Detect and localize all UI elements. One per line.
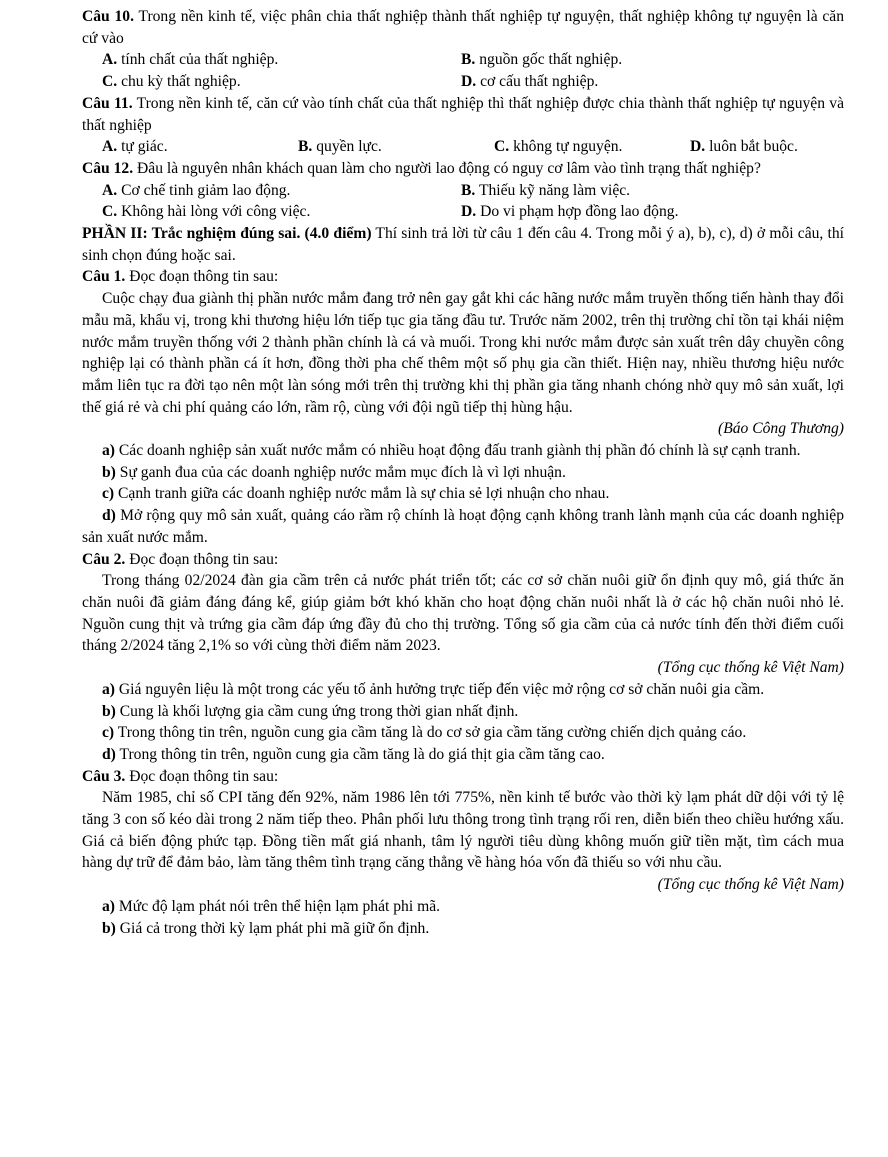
- option-text: chu kỳ thất nghiệp.: [121, 73, 241, 91]
- option-text: luôn bắt buộc.: [709, 138, 798, 156]
- option-letter: D.: [690, 138, 706, 156]
- option-d[interactable]: [461, 201, 832, 223]
- option-a[interactable]: [102, 180, 476, 202]
- statement-text: Trong thông tin trên, nguồn cung gia cầm tăng là do cơ sở gia cầm tăng cường chiến dịch quảng cáo.: [117, 724, 747, 742]
- question-label: Câu 3.: [82, 767, 126, 785]
- statement-text: Cung là khối lượng gia cầm cung ứng trong thời gian nhất định.: [119, 702, 519, 720]
- statement-d[interactable]: [82, 744, 844, 766]
- statement-b[interactable]: [82, 918, 844, 940]
- option-letter: C.: [102, 73, 118, 91]
- question-10-options-row-1: [82, 49, 844, 71]
- question-11: [82, 93, 844, 136]
- statement-letter: a): [102, 680, 115, 698]
- option-text: tính chất của thất nghiệp.: [121, 51, 279, 69]
- passage: Trong tháng 02/2024 đàn gia cầm trên cả nước phát triển tốt; các cơ sở chăn nuôi giữ ổn định quy mô, giá thức ăn chăn nuôi đã giảm đáng đáng kể, giúp giảm bớt khó khăn cho hoạt động chăn nuôi nhất là ở các hộ chăn nuôi nhỏ lẻ. Nguồn cung thịt và trứng gia cầm đáp ứng đầy đủ cho thị trường. Tổng số gia cầm của cả nước tính đến thời điểm cuối tháng 2/2024 tăng 2,1% so với cùng thời điểm năm 2023.: [82, 572, 844, 655]
- option-text: Không hài lòng với công việc.: [121, 203, 311, 221]
- option-c[interactable]: [494, 136, 690, 158]
- option-b[interactable]: [461, 49, 832, 71]
- source-citation: (Báo Công Thương): [718, 420, 844, 438]
- statement-text: Mở rộng quy mô sản xuất, quảng cáo rầm rộ chính là hoạt động cạnh không tranh lành mạnh của các doanh nghiệp sản xuất nước mắm.: [82, 507, 844, 546]
- option-letter: A.: [102, 181, 118, 199]
- option-a[interactable]: [102, 49, 476, 71]
- tf-question-1: [82, 266, 844, 288]
- option-letter: C.: [494, 138, 510, 156]
- statement-c[interactable]: [82, 483, 844, 505]
- question-intro: Đọc đoạn thông tin sau:: [129, 268, 279, 286]
- option-d[interactable]: [690, 136, 798, 158]
- option-text: không tự nguyện.: [513, 138, 623, 156]
- part-2-header: [82, 223, 844, 266]
- statement-text: Cạnh tranh giữa các doanh nghiệp nước mắm là sự chia sẻ lợi nhuận cho nhau.: [118, 485, 610, 503]
- question-text: Trong nền kinh tế, căn cứ vào tính chất của thất nghiệp thì thất nghiệp được chia thành thất nghiệp tự nguyện và thất nghiệp: [82, 94, 844, 134]
- option-letter: B.: [461, 181, 476, 199]
- question-label: Câu 11.: [82, 94, 133, 112]
- source-citation: (Tổng cục thống kê Việt Nam): [657, 876, 844, 894]
- statement-letter: c): [102, 485, 115, 503]
- statement-text: Mức độ lạm phát nói trên thể hiện lạm phát phi mã.: [118, 897, 441, 915]
- option-text: Cơ chế tinh giảm lao động.: [121, 181, 291, 199]
- statement-d[interactable]: [82, 505, 844, 548]
- option-letter: A.: [102, 138, 118, 156]
- question-10-options-row-2: [82, 71, 844, 93]
- option-c[interactable]: [102, 71, 473, 93]
- section-instruction: Thí sinh trả lời từ câu 1 đến câu 4. Trong mỗi ý a), b), c), d) ở mỗi câu, thí sinh chọn đúng hoặc sai.: [82, 225, 844, 264]
- option-letter: D.: [461, 203, 477, 221]
- statement-letter: c): [102, 724, 115, 742]
- question-label: Câu 12.: [82, 159, 134, 177]
- statement-text: Sự ganh đua của các doanh nghiệp nước mắm mục đích là vì lợi nhuận.: [119, 463, 566, 481]
- option-letter: C.: [102, 203, 118, 221]
- passage: Năm 1985, chỉ số CPI tăng đến 92%, năm 1986 lên tới 775%, nền kinh tế bước vào thời kỳ lạm phát dữ dội với tỷ lệ tăng 3 con số kéo dài trong 2 năm tiếp theo. Phân phối lưu thông trong tình trạng rối ren, diễn biến theo chiều hướng xấu. Giá cả biến động phức tạp. Đồng tiền mất giá nhanh, tâm lý người tiêu dùng không muốn giữ tiền mặt, tìm cách mua hàng dự trữ để đảm bảo, làm tăng thêm tình trạng căng thẳng về hàng hóa vốn đã thiếu so với nhu cầu.: [82, 789, 844, 872]
- question-12-options-row-2: [82, 201, 844, 223]
- option-text: Thiếu kỹ năng làm việc.: [478, 181, 631, 199]
- question-text: Đâu là nguyên nhân khách quan làm cho người lao động có nguy cơ lâm vào tình trạng thất nghiệp?: [137, 159, 761, 177]
- question-intro: Đọc đoạn thông tin sau:: [129, 767, 279, 785]
- option-letter: B.: [298, 138, 313, 156]
- option-text: nguồn gốc thất nghiệp.: [479, 51, 623, 69]
- statement-letter: b): [102, 702, 116, 720]
- option-b[interactable]: [298, 136, 494, 158]
- statement-text: Giá cả trong thời kỳ lạm phát phi mã giữ ổn định.: [119, 919, 430, 937]
- statement-letter: b): [102, 463, 116, 481]
- option-a[interactable]: [102, 136, 298, 158]
- question-label: Câu 2.: [82, 550, 126, 568]
- statement-letter: d): [102, 507, 116, 525]
- question-text: Trong nền kinh tế, việc phân chia thất nghiệp thành thất nghiệp tự nguyện, thất nghiệp không tự nguyện là căn cứ vào: [82, 8, 845, 47]
- tf-question-3: [82, 766, 844, 788]
- source-citation: (Tổng cục thống kê Việt Nam): [657, 659, 844, 677]
- option-letter: A.: [102, 51, 118, 69]
- option-b[interactable]: [461, 180, 832, 202]
- question-12: [82, 158, 844, 180]
- statement-letter: d): [102, 745, 116, 763]
- statement-c[interactable]: [82, 722, 844, 744]
- statement-a[interactable]: [82, 896, 844, 918]
- statement-text: Giá nguyên liệu là một trong các yếu tố ảnh hưởng trực tiếp đến việc mở rộng cơ sở chăn nuôi gia cầm.: [118, 680, 765, 698]
- statement-text: Trong thông tin trên, nguồn cung gia cầm tăng là do giá thịt gia cầm tăng cao.: [119, 745, 605, 763]
- passage: Cuộc chạy đua giành thị phần nước mắm đang trở nên gay gắt khi các hãng nước mắm truyền thống tiến hành thay đổi mẫu mã, khẩu vị, trong khi thương hiệu lớn tiếp tục gia tăng đầu tư. Trước năm 2002, trên thị trường chỉ tồn tại khái niệm nước mắm truyền thống với 2 thành phần chính là cá và muối. Trong khi nước mắm được sản xuất trên dây chuyền công nghiệp lại có thành phần cá ít hơn, đồng thời pha chế thêm một số phụ gia cần thiết. Hiện nay, nhiều thương hiệu nước mắm liên tục ra đời tạo nên một làn sóng mới trên thị trường khi thị phần gia tăng nhanh chóng nhờ quy mô sản xuất, lợi thế giá rẻ và chi phí quảng cáo lớn, rầm rộ, cùng với đội ngũ tiếp thị hùng hậu.: [82, 290, 844, 416]
- question-12-options-row-1: [82, 180, 844, 202]
- option-letter: D.: [461, 73, 477, 91]
- option-c[interactable]: [102, 201, 473, 223]
- question-intro: Đọc đoạn thông tin sau:: [129, 550, 279, 568]
- option-text: Do vi phạm hợp đồng lao động.: [480, 203, 679, 221]
- statement-b[interactable]: [82, 701, 844, 723]
- statement-b[interactable]: [82, 462, 844, 484]
- statement-letter: a): [102, 897, 115, 915]
- statement-text: Các doanh nghiệp sản xuất nước mắm có nhiều hoạt động đấu tranh giành thị phần đó chính là sự cạnh tranh.: [118, 442, 801, 460]
- question-label: Câu 10.: [82, 8, 134, 25]
- question-label: Câu 1.: [82, 268, 126, 286]
- section-heading: PHẦN II: Trắc nghiệm đúng sai. (4.0 điểm): [82, 225, 372, 243]
- question-10: [82, 6, 844, 49]
- option-letter: B.: [461, 51, 476, 69]
- statement-letter: a): [102, 442, 115, 460]
- option-text: cơ cấu thất nghiệp.: [480, 73, 599, 91]
- option-d[interactable]: [461, 71, 832, 93]
- statement-letter: b): [102, 919, 116, 937]
- statement-a[interactable]: [82, 440, 844, 462]
- statement-a[interactable]: [82, 679, 844, 701]
- option-text: quyền lực.: [316, 138, 382, 156]
- option-text: tự giác.: [121, 138, 168, 156]
- tf-question-2: [82, 549, 844, 571]
- question-11-options: [82, 136, 844, 158]
